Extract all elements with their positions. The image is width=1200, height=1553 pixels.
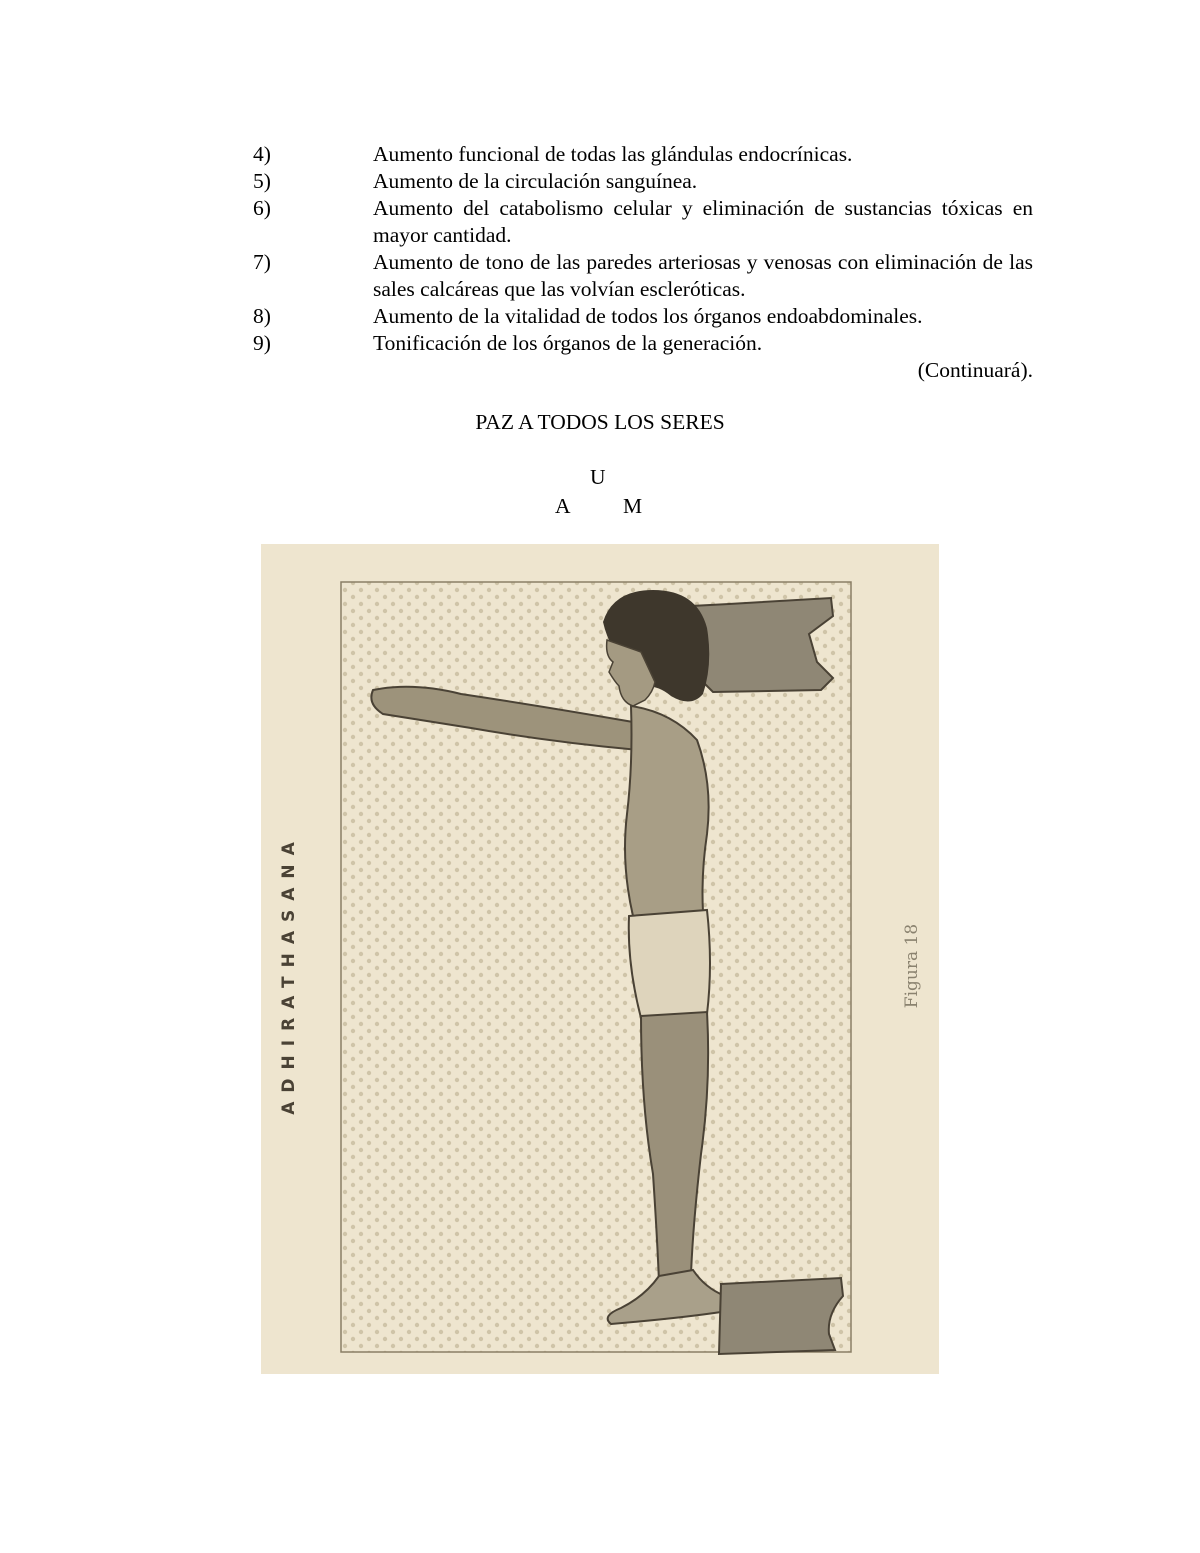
list-item xyxy=(253,168,1033,195)
aum-letter-a: A xyxy=(555,494,571,518)
shorts xyxy=(629,910,710,1018)
figure-illustration xyxy=(261,544,939,1374)
continuation-note: (Continuará). xyxy=(917,358,1033,382)
yoga-pose-drawing xyxy=(261,544,939,1374)
figure-number-label: Figura 18 xyxy=(902,923,922,1009)
list-item-text: Tonificación de los órganos de la generación. xyxy=(373,331,763,355)
list-item-text: Aumento del catabolismo celular y eliminación de sustancias tóxicas en mayor cantidad. xyxy=(373,196,1033,247)
pose-name-label: ADHIRATHASANA xyxy=(279,833,299,1115)
floor-block xyxy=(719,1278,843,1354)
list-item-text: Aumento de la circulación sanguínea. xyxy=(373,169,698,193)
aum-letter-u: U xyxy=(590,465,606,489)
list-item xyxy=(253,141,1033,168)
list-item-text: Aumento de la vitalidad de todos los órganos endoabdominales. xyxy=(373,304,923,328)
list-item xyxy=(253,303,1033,330)
closing-title: PAZ A TODOS LOS SERES xyxy=(475,410,725,434)
benefits-list xyxy=(253,141,1033,357)
list-item-text: Aumento funcional de todas las glándulas endocrínicas. xyxy=(373,142,853,166)
list-item-text: Aumento de tono de las paredes arteriosas y venosas con eliminación de las sales calcáreas que las volvían escleróticas. xyxy=(373,250,1033,301)
list-item xyxy=(253,249,1033,303)
list-item-number: 5) xyxy=(253,169,271,193)
list-item xyxy=(253,330,1033,357)
list-item-number: 9) xyxy=(253,331,271,355)
aum-letter-m: M xyxy=(623,494,643,518)
list-item xyxy=(253,195,1033,249)
list-item-number: 7) xyxy=(253,250,271,274)
list-item-number: 4) xyxy=(253,142,271,166)
list-item-number: 6) xyxy=(253,196,271,220)
list-item-number: 8) xyxy=(253,304,271,328)
